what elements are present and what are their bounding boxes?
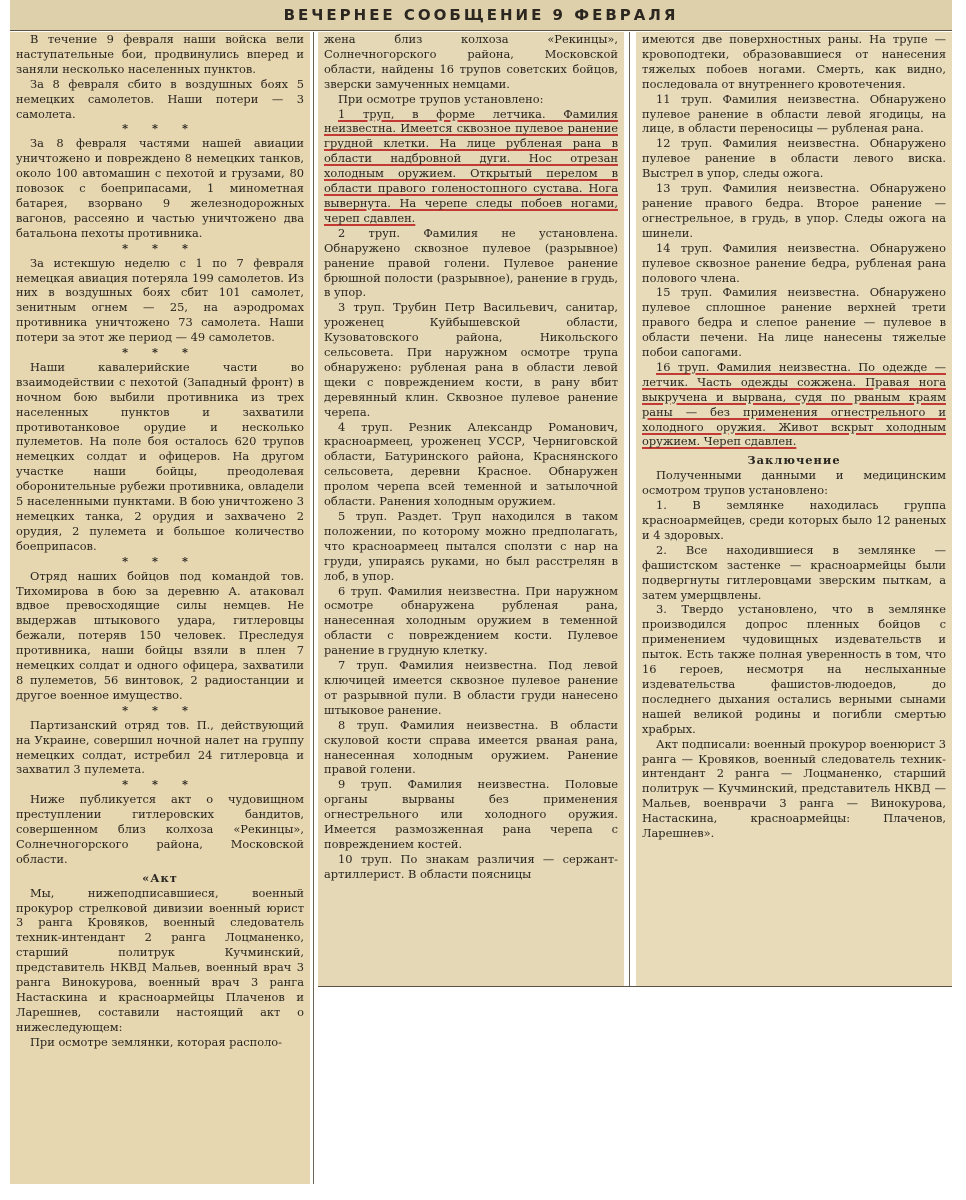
- conclusion-title: Заключение: [747, 453, 841, 468]
- paragraph: 4 труп. Резник Александр Романович, красноармеец, уроженец УССР, Черниговской области, Батуринского района, Краснянского сельсовета, деревни Красное. Обнаружен пролом черепа всей теменной и затылочной области. Ранения холодным оружием.: [324, 419, 618, 509]
- paragraph: За истекшую неделю с 1 по 7 февраля немецкая авиация потеряла 199 самолетов. Из них в воздушных боях сбит 101 самолет, зенитным огнем — 25, на аэродромах противника уничтожено 73 самолета. Наши потери за этот же период — 49 самолетов.: [16, 255, 304, 345]
- paragraph: За 8 февраля сбито в воздушных боях 5 немецких самолетов. Наши потери — 3 самолета.: [16, 76, 304, 121]
- paragraph: 13 труп. Фамилия неизвестна. Обнаружено ранение правого бедра. Второе ранение — огнестрельное, в грудь, в упор. Следы ожога на шинели.: [642, 181, 946, 240]
- paragraph: 2. Все находившиеся в землянке — фашистском застенке — красноармейцы были подвергнуты гитлеровцами зверским пыткам, а затем умерщвлены.: [642, 542, 946, 602]
- column-rule: [629, 32, 630, 986]
- paragraph: Наши кавалерийские части во взаимодействии с пехотой (Западный фронт) в ночном бою выбили противника из трех населенных пунктов и захватили противотанковое орудие и несколько пулеметов. На поле боя осталось 620 трупов немецких солдат и офицеров. На другом участке наши бойцы, преодолевая оборонительные рубежи противника, овладели 5 населенными пунктами. В бою уничтожено 3 немецких танка, 2 орудия и захвачено 2 орудия, 2 пулемета и большое количество боеприпасов.: [16, 359, 304, 553]
- paragraph: 12 труп. Фамилия неизвестна. Обнаружено пулевое ранение в области левого виска. Выстрел в упор, следы ожога.: [642, 136, 946, 181]
- separator-stars: * * *: [122, 121, 198, 136]
- paragraph: Отряд наших бойцов под командой тов. Тихомирова в бою за деревню А. атаковал вдвое превосходящие силы немцев. Не выдержав штыкового удара, гитлеровцы бежали, потеряв 150 человек. Преследуя противника, наши бойцы взяли в плен 7 немецких солдат и одного офицера, захватили 8 пулеметов, 56 винтовок, 2 радиостанции и другое военное имущество.: [16, 568, 304, 702]
- headline: ВЕЧЕРНЕЕ СООБЩЕНИЕ 9 ФЕВРАЛЯ: [283, 6, 679, 24]
- separator-stars: * * *: [122, 240, 198, 255]
- bottom-rule: [318, 986, 952, 987]
- paragraph: 1 труп, в форме летчика. Фамилия неизвестна. Имеется сквозное пулевое ранение грудной клетки. На лице рубленая рана в области надбровной дуги. Нос отрезан холодным оружием. Открытый перелом в области правого голеностопного сустава. Нога вывернута. На черепе следы побоев ногами, череп сдавлен.: [324, 106, 618, 225]
- paragraph: 16 труп. Фамилия неизвестна. По одежде — летчик. Часть одежды сожжена. Правая нога выкручена и вырвана, судя по рваным краям раны — без применения огнестрельного и холодного оружия. Живот вскрыт холодным оружием. Череп сдавлен.: [642, 359, 946, 449]
- column-rule: [313, 32, 314, 1184]
- paragraph: При осмотре трупов установлено:: [338, 91, 544, 106]
- paragraph: 9 труп. Фамилия неизвестна. Половые органы вырваны без применения огнестрельного или холодного оружия. Имеется размозженная рана черепа с повреждением костей.: [324, 777, 618, 851]
- paragraph: 2 труп. Фамилия не установлена. Обнаружено сквозное пулевое (разрывное) ранение правой голени. Пулевое ранение брюшной полости (разрывное), ранение в грудь, в упор.: [324, 225, 618, 300]
- paragraph: В течение 9 февраля наши войска вели наступательные бои, продвинулись вперед и заняли несколько населенных пунктов.: [16, 32, 304, 76]
- paragraph: 3 труп. Трубин Петр Васильевич, санитар, уроженец Куйбышевской области, Кузоватовского района, Никольского сельсовета. При наружном осмотре трупа обнаружено: рубленая рана в области левой щеки с повреждением кости, в рану вбит деревянный клин. Сквозное пулевое ранение черепа.: [324, 300, 618, 419]
- paragraph: За 8 февраля частями нашей авиации уничтожено и повреждено 8 немецких танков, около 100 автомашин с пехотой и грузами, 80 повозок с боеприпасами, 1 минометная батарея, взорвано 9 железнодорожных вагонов, рассеяно и частью уничтожено два батальона пехоты противника.: [16, 136, 304, 240]
- separator-stars: * * *: [122, 702, 198, 717]
- headline-bar: [10, 0, 952, 30]
- act-title: «Акт: [142, 870, 178, 885]
- paragraph: Мы, нижеподписавшиеся, военный прокурор стрелковой дивизии военный юрист 3 ранга Кровяков, военный следователь техник-интендант 2 ранга Лоцманенко, старший политрук Кучминский, представитель НКВД Мальев, военный врач 3 ранга Винокурова, военный врач 3 ранга Настаскина и красноармейцы Плаченов и Ларешнев, составили настоящий акт о нижеследующем:: [16, 885, 304, 1034]
- paragraph: При осмотре землянки, которая располо-: [30, 1034, 283, 1049]
- signatures: Акт подписали: военный прокурор военюрист 3 ранга — Кровяков, военный следователь техник-интендант 2 ранга — Лоцманенко, старший политрук — Кучминский, представитель НКВД — Мальев, военврачи 3 ранга — Винокурова, Настаскина, красноармейцы: Плаченов, Ларешнев».: [642, 736, 946, 841]
- paragraph: 15 труп. Фамилия неизвестна. Обнаружено пулевое сплошное ранение верхней трети правого бедра и слепое ранение — пулевое в области печени. На лице нанесены тяжелые побои сапогами.: [642, 285, 946, 360]
- paragraph: 1. В землянке находилась группа красноармейцев, среди которых было 12 раненых и 4 здоровых.: [642, 498, 946, 542]
- paragraph: 6 труп. Фамилия неизвестна. При наружном осмотре обнаружена рубленая рана, нанесенная холодным оружием в теменной области с повреждением кости. Пулевое ранение в грудную клетку.: [324, 583, 618, 658]
- paragraph: 5 труп. Раздет. Труп находился в таком положении, по которому можно предполагать, что красноармеец пытался сползти с нар на груди, упираясь руками, но был расстрелян в лоб, в упор.: [324, 509, 618, 583]
- paragraph: Партизанский отряд тов. П., действующий на Украине, совершил ночной налет на группу немецких солдат, истребил 24 гитлеровца и захватил 3 пулемета.: [16, 717, 304, 777]
- paragraph: Ниже публикуется акт о чудовищном преступлении гитлеровских бандитов, совершенном близ колхоза «Рекинцы», Солнечногорского района, Московской области.: [16, 792, 304, 866]
- column-2: [318, 32, 624, 986]
- separator-stars: * * *: [122, 345, 198, 360]
- paragraph: 10 труп. По знакам различия — сержант-артиллерист. В области поясницы: [324, 851, 618, 881]
- paragraph: 7 труп. Фамилия неизвестна. Под левой ключицей имеется сквозное пулевое ранение от разрывной пули. В области груди нанесено штыковое ранение.: [324, 658, 618, 717]
- separator-stars: * * *: [122, 553, 198, 568]
- paragraph: 14 труп. Фамилия неизвестна. Обнаружено пулевое сквозное ранение бедра, рубленая рана полового члена.: [642, 240, 946, 285]
- paragraph: Полученными данными и медицинским осмотром трупов установлено:: [642, 468, 946, 498]
- headline-rule: [10, 30, 952, 31]
- column-3: [636, 32, 952, 986]
- paragraph: жена близ колхоза «Рекинцы», Солнечногорского района, Московской области, найдены 16 трупов советских бойцов, зверски замученных немцами.: [324, 32, 618, 91]
- column-1: [10, 32, 310, 1184]
- paragraph: имеются две поверхностных раны. На трупе — кровоподтеки, образовавшиеся от нанесения тяжелых побоев ногами. Смерть, как видно, последовала от внутреннего кровотечения.: [642, 32, 946, 91]
- paragraph: 11 труп. Фамилия неизвестна. Обнаружено пулевое ранение в области левой ягодицы, на лице, в области переносицы — рубленая рана.: [642, 91, 946, 136]
- paragraph: 3. Твердо установлено, что в землянке производился допрос пленных бойцов с применением чудовищных издевательств и пыток. Есть также полная уверенность в том, что 16 героев, несмотря на неслыханные издевательства фашистов-людоедов, до последнего дыхания остались верными сынами нашей великой родины и погибли смертью храбрых.: [642, 602, 946, 736]
- paragraph: 8 труп. Фамилия неизвестна. В области скуловой кости справа имеется рваная рана, нанесенная холодным оружием. Ранение правой голени.: [324, 717, 618, 777]
- separator-stars: * * *: [122, 777, 198, 792]
